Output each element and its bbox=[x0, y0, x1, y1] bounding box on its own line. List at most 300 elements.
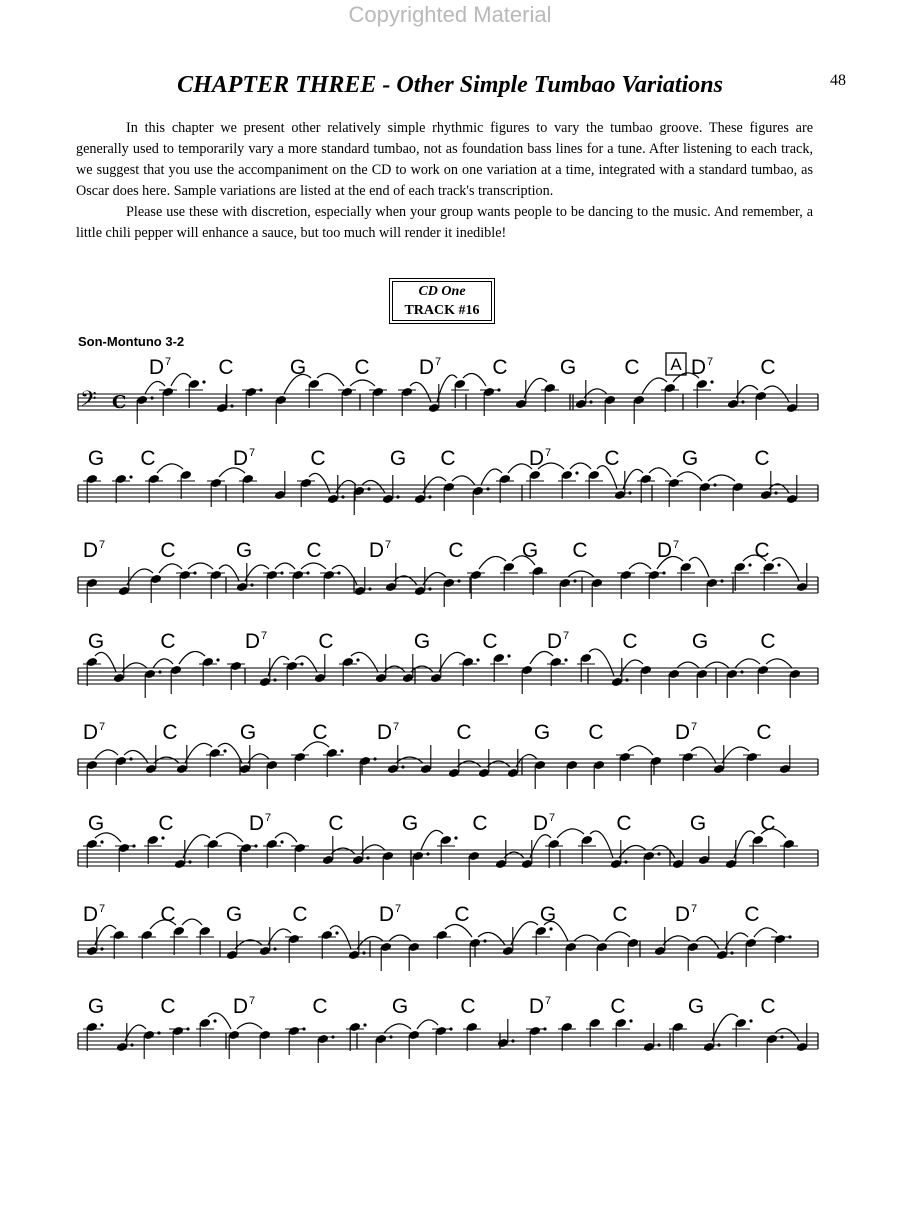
note-dot bbox=[749, 1019, 752, 1022]
staff-system bbox=[78, 539, 818, 607]
note-dot bbox=[564, 658, 567, 661]
chapter-title: CHAPTER THREE - Other Simple Tumbao Variations bbox=[177, 72, 723, 98]
note-dot bbox=[625, 678, 628, 681]
tie bbox=[188, 563, 213, 569]
note-dot bbox=[741, 400, 744, 403]
note bbox=[654, 927, 666, 956]
chord-symbol: $D^7$ bbox=[546, 630, 570, 653]
tie bbox=[179, 652, 205, 665]
note-dot bbox=[396, 495, 399, 498]
note bbox=[668, 669, 680, 698]
chord-symbol: C bbox=[312, 995, 328, 1018]
note-dot bbox=[157, 1031, 160, 1034]
tie bbox=[511, 922, 538, 945]
bass-clef-icon: 𝄢 bbox=[80, 387, 97, 417]
chord-extension: 7 bbox=[691, 903, 698, 915]
intro-paragraph-1: In this chapter we present other relatively simple rhythmic figures to vary the tumbao groove. These figures are generally used to temporarily vary a more standard tumbao, not as foundation bass lines for a tune. After listening to each track, we suggest that you use the accompaniment on the CD to work on one variation at a time, integrated with a standard tumbao, as Oscar does here. Sample variations are listed at the end of each track's transcription. bbox=[76, 120, 813, 199]
note-dot bbox=[213, 1019, 216, 1022]
tie bbox=[421, 830, 443, 850]
note bbox=[199, 657, 220, 686]
tie bbox=[351, 652, 378, 672]
chord-symbol: C bbox=[622, 630, 638, 653]
note-dot bbox=[511, 1039, 514, 1042]
copyright-watermark: Copyrighted Material bbox=[348, 2, 552, 27]
tie bbox=[248, 754, 269, 763]
note-dot bbox=[507, 654, 510, 657]
note bbox=[529, 566, 547, 595]
chord-extension: 7 bbox=[99, 903, 106, 915]
note bbox=[242, 387, 263, 416]
chord-symbol: G bbox=[413, 630, 431, 653]
note bbox=[480, 387, 501, 416]
note bbox=[145, 474, 163, 503]
note bbox=[716, 931, 734, 960]
note bbox=[521, 665, 533, 694]
chord-extension: 7 bbox=[165, 356, 172, 368]
note bbox=[170, 926, 188, 955]
chord-symbol: G bbox=[225, 903, 243, 926]
note-dot bbox=[428, 495, 431, 498]
tie bbox=[568, 571, 594, 577]
chord-symbol: G bbox=[521, 539, 539, 562]
tie bbox=[457, 761, 481, 767]
note bbox=[83, 839, 104, 868]
tie bbox=[95, 750, 118, 759]
chord-extension: 7 bbox=[563, 630, 570, 642]
note bbox=[207, 478, 225, 507]
note bbox=[115, 843, 136, 872]
note bbox=[382, 475, 400, 504]
chord-symbol: C bbox=[572, 539, 588, 562]
note bbox=[143, 1030, 161, 1059]
chord-symbol: $D^7$ bbox=[656, 539, 680, 562]
chord-symbol: $D^7$ bbox=[232, 995, 256, 1018]
chord-symbol: C bbox=[312, 721, 328, 744]
note bbox=[577, 653, 595, 682]
note-dot bbox=[100, 840, 103, 843]
note-dot bbox=[428, 587, 431, 590]
note bbox=[402, 654, 414, 683]
page-number: 48 bbox=[830, 72, 846, 89]
tie bbox=[642, 378, 667, 394]
note bbox=[275, 395, 287, 424]
note bbox=[745, 938, 757, 967]
note bbox=[437, 835, 458, 864]
note-dot bbox=[486, 487, 489, 490]
tie bbox=[574, 935, 599, 941]
chord-symbol: $D^7$ bbox=[82, 903, 106, 926]
chord-symbol: C bbox=[292, 903, 308, 926]
note bbox=[672, 840, 684, 869]
chord-symbol: $D^7$ bbox=[82, 721, 106, 744]
note bbox=[169, 1026, 190, 1055]
note bbox=[408, 1030, 420, 1059]
note bbox=[432, 1026, 453, 1055]
note bbox=[289, 570, 310, 599]
tie bbox=[124, 751, 148, 764]
tie bbox=[331, 848, 355, 854]
note bbox=[116, 1023, 134, 1052]
note-dot bbox=[129, 757, 132, 760]
chord-symbol: C bbox=[160, 903, 176, 926]
note-dot bbox=[230, 404, 233, 407]
tie bbox=[689, 557, 709, 577]
note-dot bbox=[356, 658, 359, 661]
tie bbox=[122, 663, 147, 672]
note bbox=[669, 1022, 687, 1051]
tie bbox=[439, 652, 465, 672]
note bbox=[382, 851, 394, 880]
note-dot bbox=[457, 579, 460, 582]
note-dot bbox=[483, 939, 486, 942]
tie bbox=[629, 563, 651, 569]
note bbox=[348, 931, 366, 960]
note bbox=[174, 840, 192, 869]
tie bbox=[696, 937, 719, 950]
note bbox=[259, 927, 277, 956]
note-dot bbox=[335, 931, 338, 934]
tie bbox=[350, 380, 375, 386]
note-dot bbox=[331, 1035, 334, 1038]
chord-symbol: $D^7$ bbox=[532, 812, 556, 835]
chord-symbol: G bbox=[87, 995, 105, 1018]
note bbox=[559, 578, 577, 607]
tie bbox=[309, 473, 330, 493]
note bbox=[755, 391, 767, 420]
note-dot bbox=[341, 495, 344, 498]
tie bbox=[445, 925, 472, 938]
chord-symbol: G bbox=[87, 812, 105, 835]
note bbox=[611, 658, 629, 687]
chord-symbol: C bbox=[492, 356, 508, 379]
chord-symbol: $D^7$ bbox=[674, 903, 698, 926]
tie bbox=[652, 846, 675, 859]
note bbox=[285, 934, 303, 963]
note bbox=[727, 380, 745, 409]
note-dot bbox=[368, 587, 371, 590]
note-dot bbox=[710, 380, 713, 383]
note-dot bbox=[130, 1043, 133, 1046]
chord-symbol: $D^7$ bbox=[528, 995, 552, 1018]
staff-system bbox=[78, 812, 818, 880]
note bbox=[566, 760, 578, 789]
chord-symbol: C bbox=[744, 903, 760, 926]
chord-extension: 7 bbox=[435, 356, 442, 368]
note bbox=[317, 1034, 335, 1063]
chord-symbol: G bbox=[389, 447, 407, 470]
chord-symbol: C bbox=[604, 447, 620, 470]
note bbox=[558, 470, 579, 499]
note bbox=[112, 474, 133, 503]
note bbox=[532, 926, 553, 955]
note bbox=[757, 665, 769, 694]
chord-symbol: $D^7$ bbox=[244, 630, 268, 653]
chord-symbol: G bbox=[533, 721, 551, 744]
chord-symbol: G bbox=[239, 721, 257, 744]
note bbox=[687, 942, 699, 971]
tie bbox=[708, 475, 735, 481]
note bbox=[375, 1034, 393, 1063]
note bbox=[706, 578, 724, 607]
chord-symbol: G bbox=[539, 903, 557, 926]
tie bbox=[275, 563, 295, 569]
note bbox=[387, 745, 405, 774]
note bbox=[323, 748, 344, 777]
chord-symbol: $D^7$ bbox=[232, 447, 256, 470]
note bbox=[297, 478, 315, 507]
note bbox=[633, 395, 645, 424]
tie bbox=[677, 662, 699, 668]
tie bbox=[389, 935, 411, 941]
intro-paragraph-2: Please use these with discretion, especially when your group wants people to be dancing to the music. And remember, a little chili pepper will enhance a sauce, but too much will render it inedible! bbox=[76, 204, 813, 241]
note bbox=[779, 745, 791, 774]
chord-symbol: $D^7$ bbox=[376, 721, 400, 744]
chord-symbol: C bbox=[318, 630, 334, 653]
tie bbox=[736, 386, 758, 399]
note bbox=[369, 387, 387, 416]
chord-symbol: G bbox=[691, 630, 709, 653]
note bbox=[259, 1030, 271, 1059]
tie bbox=[361, 845, 385, 854]
tie bbox=[95, 652, 116, 672]
note-dot bbox=[100, 947, 103, 950]
note bbox=[591, 578, 603, 607]
note bbox=[443, 578, 461, 607]
chord-symbol: G bbox=[289, 356, 307, 379]
chord-symbol: $D^7$ bbox=[368, 539, 392, 562]
tie bbox=[619, 846, 646, 859]
staff-system bbox=[78, 721, 818, 789]
note bbox=[83, 1022, 104, 1051]
track-box-track: TRACK #16 bbox=[404, 303, 480, 318]
tie bbox=[516, 755, 537, 768]
tie bbox=[705, 662, 729, 668]
chord-symbol: C bbox=[760, 995, 776, 1018]
note-dot bbox=[777, 563, 780, 566]
note bbox=[732, 482, 744, 511]
note-dot bbox=[476, 658, 479, 661]
chord-extension: 7 bbox=[261, 630, 268, 642]
chord-extension: 7 bbox=[385, 539, 392, 551]
note bbox=[176, 570, 197, 599]
chord-symbol: C bbox=[158, 812, 174, 835]
tie bbox=[570, 463, 591, 469]
note bbox=[643, 1023, 661, 1052]
chord-extension: 7 bbox=[393, 721, 400, 733]
note bbox=[696, 669, 708, 698]
tie bbox=[452, 476, 475, 485]
chord-symbol: G bbox=[87, 630, 105, 653]
note-dot bbox=[223, 749, 226, 752]
chord-symbol: G bbox=[687, 995, 705, 1018]
note bbox=[385, 563, 397, 592]
tie bbox=[159, 564, 182, 573]
note bbox=[83, 474, 101, 503]
note-dot bbox=[730, 951, 733, 954]
tie bbox=[766, 659, 792, 668]
note-dot bbox=[780, 1035, 783, 1038]
note bbox=[327, 475, 345, 504]
tie bbox=[396, 757, 423, 763]
chord-symbol: C bbox=[472, 812, 488, 835]
note bbox=[338, 387, 356, 416]
note bbox=[196, 1018, 217, 1047]
tie bbox=[145, 382, 165, 395]
note bbox=[207, 570, 225, 599]
tie bbox=[216, 833, 243, 842]
note bbox=[495, 840, 507, 869]
tie bbox=[301, 563, 326, 569]
chord-extension: 7 bbox=[99, 721, 106, 733]
note bbox=[616, 752, 634, 781]
note bbox=[593, 760, 605, 789]
note-dot bbox=[273, 678, 276, 681]
chord-extension: 7 bbox=[395, 903, 402, 915]
note bbox=[693, 379, 714, 408]
note bbox=[586, 1018, 604, 1047]
chord-symbol: $D^7$ bbox=[674, 721, 698, 744]
note-dot bbox=[549, 927, 552, 930]
chord-extension: 7 bbox=[545, 447, 552, 459]
chord-symbol: C bbox=[456, 721, 472, 744]
tie bbox=[417, 1020, 438, 1029]
tie bbox=[411, 666, 433, 672]
tie bbox=[237, 1023, 262, 1029]
note bbox=[263, 570, 284, 599]
tie bbox=[384, 666, 405, 672]
note bbox=[196, 926, 214, 955]
chord-extension: 7 bbox=[249, 447, 256, 459]
note bbox=[698, 836, 710, 865]
note-dot bbox=[624, 860, 627, 863]
chord-symbol: $D^7$ bbox=[528, 447, 552, 470]
note bbox=[469, 938, 487, 967]
chord-extension: 7 bbox=[673, 539, 680, 551]
tie bbox=[649, 468, 671, 477]
tie bbox=[463, 374, 486, 387]
chord-symbol: G bbox=[235, 539, 253, 562]
tie bbox=[628, 746, 653, 755]
tie bbox=[154, 757, 179, 763]
chord-symbol: C bbox=[454, 903, 470, 926]
note-dot bbox=[454, 836, 457, 839]
note bbox=[226, 931, 238, 960]
note bbox=[780, 839, 798, 868]
chord-symbol: $D^7$ bbox=[418, 356, 442, 379]
note bbox=[468, 851, 480, 880]
note-dot bbox=[657, 852, 660, 855]
note bbox=[216, 384, 234, 413]
note bbox=[496, 474, 514, 503]
note-dot bbox=[250, 583, 253, 586]
note bbox=[596, 942, 608, 971]
rehearsal-mark: A bbox=[670, 355, 682, 374]
note bbox=[239, 474, 257, 503]
note bbox=[170, 665, 182, 694]
chord-symbol: G bbox=[391, 995, 409, 1018]
chord-symbol: $D^7$ bbox=[378, 903, 402, 926]
chord-symbol: C bbox=[306, 539, 322, 562]
staff-system bbox=[78, 903, 818, 971]
note-dot bbox=[158, 670, 161, 673]
tie bbox=[332, 565, 357, 585]
note bbox=[285, 1026, 306, 1055]
note-dot bbox=[202, 380, 205, 383]
tie bbox=[623, 469, 643, 489]
chord-symbol: C bbox=[440, 447, 456, 470]
chord-symbol: C bbox=[610, 995, 626, 1018]
tie bbox=[735, 659, 760, 668]
note bbox=[610, 840, 628, 869]
chord-symbol: C bbox=[760, 356, 776, 379]
chord-symbol: G bbox=[87, 447, 105, 470]
note-dot bbox=[100, 1023, 103, 1026]
track-box-cd: CD One bbox=[418, 284, 466, 299]
tie bbox=[530, 652, 553, 665]
note bbox=[585, 470, 603, 499]
note-dot bbox=[389, 1035, 392, 1038]
chord-symbol: C bbox=[754, 447, 770, 470]
chord-symbol: C bbox=[162, 721, 178, 744]
note bbox=[665, 478, 683, 507]
note bbox=[575, 380, 593, 409]
note bbox=[565, 942, 577, 971]
note bbox=[144, 669, 162, 698]
note-dot bbox=[373, 757, 376, 760]
note bbox=[612, 1018, 633, 1047]
note-dot bbox=[188, 860, 191, 863]
note-dot bbox=[720, 579, 723, 582]
note bbox=[796, 1023, 808, 1052]
note-dot bbox=[367, 487, 370, 490]
tie bbox=[336, 481, 356, 494]
note bbox=[283, 661, 304, 690]
tie bbox=[153, 659, 173, 668]
note-dot bbox=[363, 1023, 366, 1026]
note bbox=[661, 383, 679, 412]
chord-symbol: G bbox=[559, 356, 577, 379]
note bbox=[732, 1018, 753, 1047]
note bbox=[412, 851, 430, 880]
chord-extension: 7 bbox=[549, 812, 556, 824]
note bbox=[291, 843, 309, 872]
chord-symbol: C bbox=[354, 356, 370, 379]
chord-symbol: C bbox=[160, 995, 176, 1018]
note bbox=[354, 567, 372, 596]
chord-extension: 7 bbox=[707, 356, 714, 368]
tie bbox=[479, 557, 506, 570]
note-dot bbox=[366, 856, 369, 859]
tie bbox=[208, 1013, 231, 1029]
chord-symbol: $D^7$ bbox=[690, 356, 714, 379]
note bbox=[322, 836, 334, 865]
chord-symbol: C bbox=[756, 721, 772, 744]
note bbox=[86, 760, 98, 789]
tie bbox=[218, 743, 242, 763]
chord-symbol: G bbox=[681, 447, 699, 470]
note bbox=[185, 379, 206, 408]
chord-symbol: C bbox=[616, 812, 632, 835]
note bbox=[786, 475, 798, 504]
chord-symbol: C bbox=[588, 721, 604, 744]
note bbox=[274, 471, 286, 500]
note-dot bbox=[629, 1019, 632, 1022]
tie bbox=[754, 928, 777, 937]
tie bbox=[772, 558, 799, 581]
note bbox=[228, 1030, 240, 1059]
note bbox=[305, 379, 323, 408]
note bbox=[547, 657, 568, 686]
